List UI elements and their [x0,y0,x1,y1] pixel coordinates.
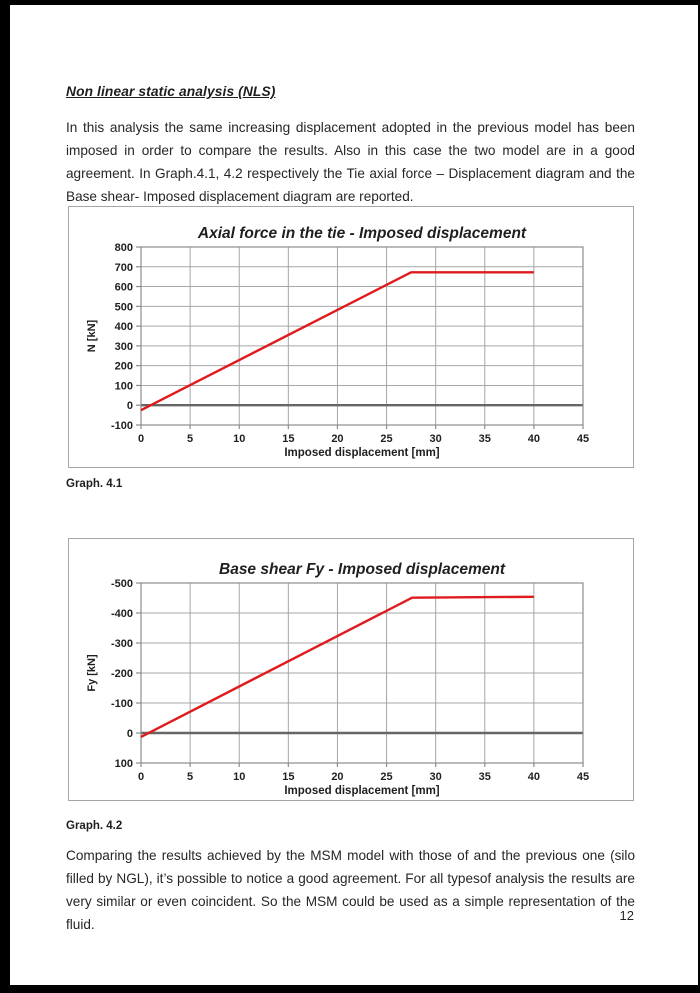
y-tick-label: 300 [114,340,133,353]
chart-title: Axial force in the tie - Imposed displacement [197,225,527,242]
x-tick-label: 25 [380,771,393,783]
x-tick-label: 45 [576,433,590,445]
x-tick-label: 25 [380,433,393,445]
x-tick-label: 30 [429,433,442,445]
chart-axial-force [68,206,634,468]
x-tick-label: 5 [187,433,194,445]
y-tick-label: -300 [110,638,133,650]
x-tick-label: 20 [331,433,344,445]
x-tick-label: 40 [527,771,541,783]
x-tick-label: 40 [527,433,541,445]
y-tick-label: 500 [114,301,133,314]
y-tick-label: -200 [110,668,133,680]
y-tick-label: 400 [114,321,133,334]
y-tick-label: 600 [114,281,133,294]
y-axis-label: N [kN] [86,319,98,353]
x-tick-label: 0 [137,771,145,783]
caption-graph-4-1: Graph. 4.1 [66,478,123,490]
y-tick-label: 100 [114,758,133,770]
x-axis-label: Imposed displacement [mm] [284,785,440,797]
section-heading: Non linear static analysis (NLS) [66,84,276,99]
caption-graph-4-2: Graph. 4.2 [66,820,123,832]
x-tick-label: 30 [429,771,442,783]
x-tick-label: 20 [331,771,344,783]
x-tick-label: 0 [137,433,145,445]
x-tick-label: 35 [478,433,491,445]
chart-title: Base shear Fy - Imposed displacement [219,561,505,578]
y-axis-label: Fy [kN] [86,654,98,692]
x-tick-label: 5 [187,771,194,783]
plot-border [141,247,583,425]
y-tick-label: 200 [114,360,133,373]
chart-base-shear-canvas [69,539,631,798]
page-number: 12 [619,908,634,923]
x-tick-label: 35 [478,771,491,783]
y-tick-label: 100 [114,380,133,393]
x-tick-label: 10 [233,771,246,783]
x-tick-label: 15 [282,771,295,783]
x-tick-label: 45 [576,771,590,783]
y-tick-label: -400 [110,608,133,620]
intro-paragraph: In this analysis the same increasing displacement adopted in the previous model has been imposed in order to compare the results. Also in this case the two model are in a good agreement. In Graph.4.1, 4.2 respectively the Tie axial force – Displacement diagram and the Base shear- Imposed displacement diagram are reported. [66,120,635,204]
x-tick-label: 15 [282,433,295,445]
y-tick-label: -100 [110,420,133,432]
y-tick-label: 0 [126,400,133,413]
closing-paragraph: Comparing the results achieved by the MSM model with those of and the previous one (silo filled by NGL), it’s possible to notice a good agreement. For all typesof analysis the results are very similar or even coincident. So the MSM could be used as a simple representation of the fluid. [66,848,635,932]
y-tick-label: 0 [126,728,133,740]
x-tick-label: 10 [233,433,246,445]
chart-base-shear [68,538,634,801]
chart-axial-force-canvas [69,207,631,465]
y-tick-label: 700 [114,261,133,274]
y-tick-label: -100 [110,698,133,710]
x-axis-label: Imposed displacement [mm] [284,447,440,459]
y-tick-label: -500 [110,578,133,590]
y-tick-label: 800 [114,242,133,254]
